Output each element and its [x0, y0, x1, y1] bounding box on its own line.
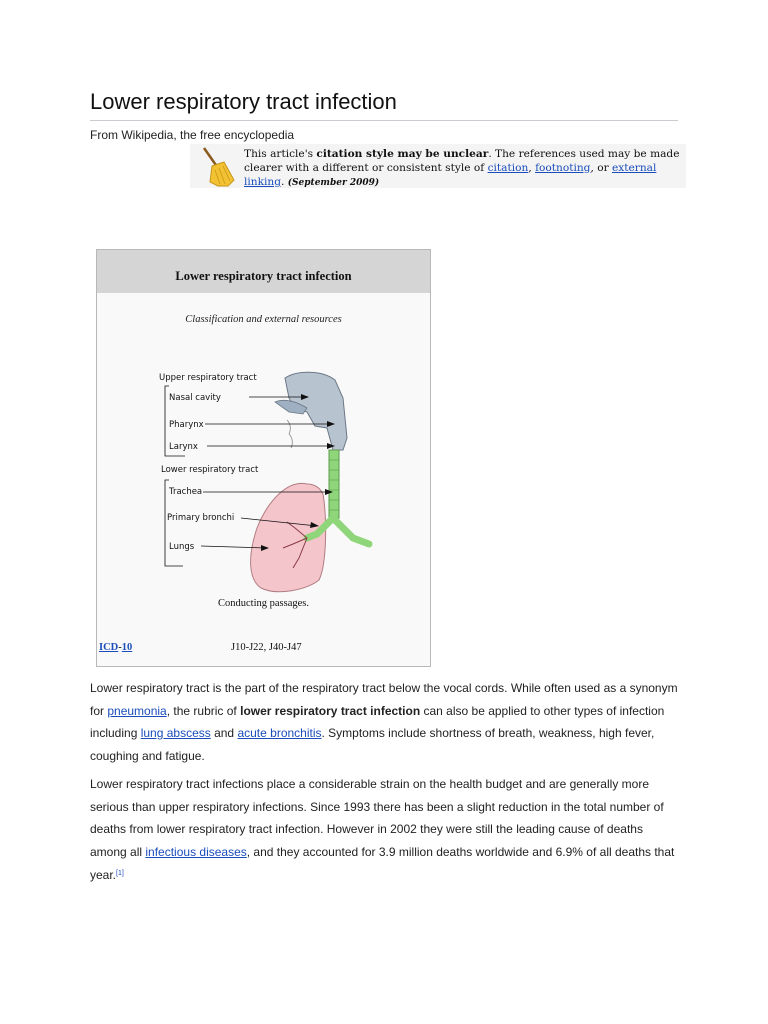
icd10-link[interactable]: 10	[121, 642, 133, 653]
citation-link[interactable]: citation	[487, 162, 529, 174]
infobox-header: Lower respiratory tract infection	[97, 250, 430, 293]
footnoting-link[interactable]: footnoting	[535, 162, 591, 174]
label-pharynx: Pharynx	[169, 420, 204, 430]
reference-1-link[interactable]: [1]	[116, 870, 124, 877]
infobox-subheader: Classification and external resources	[185, 314, 342, 325]
respiratory-tract-diagram	[157, 368, 377, 608]
acute-bronchitis-link[interactable]: acute bronchitis	[237, 726, 322, 740]
pneumonia-link[interactable]: pneumonia	[107, 703, 167, 718]
citation-notice-box	[190, 144, 686, 188]
page-title: Lower respiratory tract infection	[90, 88, 678, 121]
infobox	[96, 249, 431, 667]
label-bronchi: Primary bronchi	[167, 513, 235, 523]
notice-date: (September 2009)	[287, 178, 380, 188]
icd-link[interactable]: ICD	[99, 642, 119, 653]
broom-icon	[198, 146, 238, 188]
label-lungs: Lungs	[169, 542, 195, 552]
label-upper-tract: Upper respiratory tract	[159, 373, 257, 383]
site-tagline: From Wikipedia, the free encyclopedia	[90, 128, 295, 142]
paragraph-1: Lower respiratory tract is the part of the respiratory tract below the vocal cords. While often used as a synonym for pneumonia, the rubric of lower respiratory tract infection can also be applied to other types of infection including lung abscess and acute bronchitis. Symptoms include shortness of breath, weakness, high fever, coughing and fatigue.	[90, 681, 678, 763]
diagram-caption: Conducting passages.	[218, 598, 309, 609]
label-trachea: Trachea	[169, 487, 203, 497]
label-nasal: Nasal cavity	[169, 393, 221, 403]
label-lower-tract: Lower respiratory tract	[161, 465, 259, 475]
infectious-diseases-link[interactable]: infectious diseases	[145, 844, 247, 859]
external-linking-link[interactable]: external linking	[244, 162, 657, 188]
icd10-codes: J10-J22, J40-J47	[231, 642, 302, 653]
paragraph-2: Lower respiratory tract infections place a considerable strain on the health budget and are generally more serious than upper respiratory infections. Since 1993 there has been a slight reduction in the total number of deaths from lower respiratory tract infection. However in 2002 they were still the leading cause of deaths among all infectious diseases, and they accounted for 3.9 million deaths worldwide and 6.9% of all deaths that year.[1]	[90, 777, 675, 882]
lung-abscess-link[interactable]: lung abscess	[140, 726, 211, 740]
label-larynx: Larynx	[169, 442, 198, 452]
notice-text: This article's citation style may be unclear. The references used may be made clearer with a different or consistent style of citation, footnoting, or external linking. (September 2009)	[244, 148, 680, 188]
icd10-label: ICD-10	[99, 642, 133, 653]
